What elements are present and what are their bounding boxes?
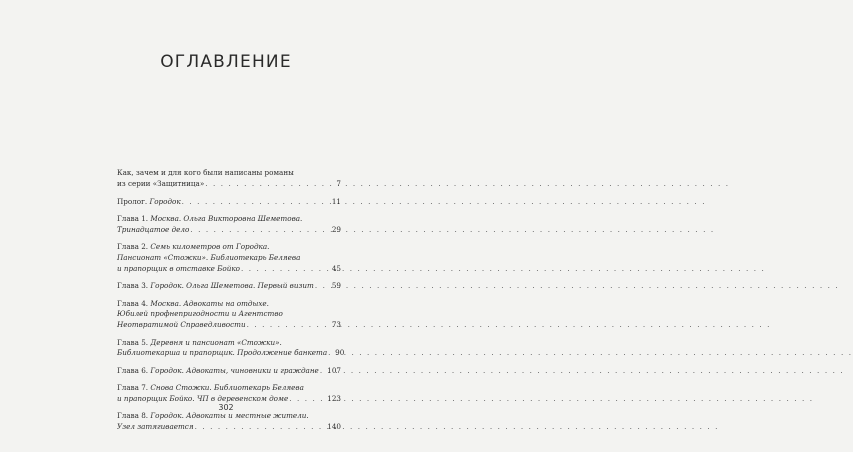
toc-entry-line bbox=[117, 348, 345, 359]
toc-page-number: 140 bbox=[327, 422, 341, 432]
dot-leader bbox=[241, 264, 329, 275]
toc-entry-line bbox=[117, 179, 341, 190]
toc-entry-text bbox=[117, 383, 304, 394]
toc-entry-text bbox=[117, 179, 204, 190]
toc-entry-text bbox=[117, 366, 319, 377]
toc-entry-title: Снова Стожки. Библиотекарь Беляева bbox=[150, 383, 304, 393]
toc-entry-text bbox=[117, 348, 327, 359]
dot-leader bbox=[195, 422, 325, 433]
page-number: 302 bbox=[218, 403, 234, 412]
toc-entry bbox=[117, 242, 341, 274]
toc-entry bbox=[117, 214, 341, 236]
toc-entry-title: Узел затягивается bbox=[117, 422, 194, 432]
toc-entry-title: Городок. Адвокаты и местные жители. bbox=[150, 411, 309, 421]
toc-entry bbox=[117, 197, 341, 208]
toc-entry-text bbox=[117, 225, 189, 236]
toc-entry-line bbox=[117, 366, 341, 377]
toc-entry bbox=[117, 411, 341, 433]
toc-entry-text bbox=[117, 338, 282, 349]
toc-entry-title: Москва. Адвокаты на отдыхе. bbox=[150, 298, 269, 308]
toc-entry-title: и прапорщик в отставке Бойко bbox=[117, 263, 240, 273]
toc-entry-line bbox=[117, 309, 341, 320]
toc-entry-text bbox=[117, 320, 246, 331]
table-of-contents bbox=[117, 168, 345, 439]
toc-entry bbox=[117, 168, 341, 190]
toc-entry-line bbox=[117, 422, 341, 433]
toc-entry bbox=[117, 299, 341, 331]
toc-entry-text bbox=[117, 299, 269, 310]
toc-entry-line bbox=[117, 168, 341, 179]
toc-entry-text bbox=[117, 253, 300, 264]
toc-entry-line bbox=[117, 383, 341, 394]
toc-entry-title: Городок. Адвокаты, чиновники и граждане bbox=[150, 365, 319, 375]
toc-page-number: 45 bbox=[331, 263, 341, 273]
toc-entry-line bbox=[117, 299, 341, 310]
toc-entry-title: и прапорщик Бойко. ЧП в деревенском доме bbox=[117, 393, 289, 403]
toc-entry-title: Городок bbox=[149, 196, 181, 206]
toc-entry-label: Как, зачем и для кого были написаны романы bbox=[117, 168, 294, 177]
toc-entry-title: Москва. Ольга Викторовна Шеметова. bbox=[150, 213, 303, 223]
toc-entry-label: из серии «Защитница» bbox=[117, 178, 205, 188]
dot-leader bbox=[328, 348, 332, 359]
dot-leader bbox=[205, 179, 333, 190]
toc-page-number: 59 bbox=[331, 281, 341, 291]
toc-entry-label: Глава 4. bbox=[117, 298, 151, 308]
toc-entry-text bbox=[117, 168, 294, 179]
toc-entry-label: Пролог. bbox=[117, 196, 150, 206]
toc-entry-line bbox=[117, 197, 341, 208]
toc-entry-text bbox=[117, 242, 269, 253]
toc-entry-title: Семь километров от Городка. bbox=[150, 242, 270, 252]
toc-entry-line bbox=[117, 214, 341, 225]
toc-entry-title: Юбилей профнепригодности и Агентство bbox=[117, 309, 283, 319]
toc-entry-title: Пансионат «Стожки». Библиотекарь Беляева bbox=[117, 252, 301, 262]
toc-entry-title: Деревня и пансионат «Стожки». bbox=[150, 337, 282, 347]
toc-page-number: 29 bbox=[331, 224, 341, 234]
toc-entry-label: Глава 6. bbox=[117, 365, 151, 375]
dot-leader bbox=[190, 225, 329, 236]
toc-entry-line bbox=[117, 338, 341, 349]
toc-entry-line bbox=[117, 281, 341, 292]
toc-entry-line bbox=[117, 242, 341, 253]
toc-entry-title: Неотвратимой Справедливости bbox=[117, 320, 246, 330]
toc-page-number: 90 bbox=[335, 348, 345, 358]
toc-entry bbox=[117, 366, 341, 377]
toc-entry-text bbox=[117, 411, 309, 422]
toc-entry-line bbox=[117, 320, 341, 331]
dot-leader bbox=[247, 320, 329, 331]
toc-entry bbox=[117, 337, 345, 360]
toc-entry-label: Глава 8. bbox=[117, 411, 151, 421]
toc-entry bbox=[117, 281, 341, 292]
toc-entry-text bbox=[117, 281, 314, 292]
toc-entry-text bbox=[117, 422, 194, 433]
toc-entry-text bbox=[117, 264, 240, 275]
toc-page-number: 73 bbox=[331, 320, 341, 330]
toc-page-number: 123 bbox=[327, 393, 341, 403]
dot-leader bbox=[320, 366, 324, 377]
toc-entry-title: Библиотекарша и прапорщик. Продолжение банкета bbox=[117, 348, 328, 358]
toc-entry-text bbox=[117, 197, 181, 208]
page-title: ОГЛАВЛЕНИЕ bbox=[160, 52, 292, 72]
toc-entry-line bbox=[117, 411, 341, 422]
toc-entry-text bbox=[117, 309, 283, 320]
toc-entry-label: Глава 7. bbox=[117, 383, 151, 393]
toc-entry-title: Тринадцатое дело bbox=[117, 224, 190, 234]
toc-entry bbox=[117, 383, 341, 405]
toc-entry-label: Глава 3. bbox=[117, 281, 151, 291]
toc-entry-title: Городок. Ольга Шеметова. Первый визит bbox=[150, 281, 314, 291]
toc-page-number: 11 bbox=[331, 196, 341, 206]
toc-entry-label: Глава 5. bbox=[117, 337, 151, 347]
toc-page-number: 107 bbox=[327, 365, 341, 375]
toc-page-number: 7 bbox=[336, 178, 341, 188]
dot-leader bbox=[182, 197, 329, 208]
toc-entry-label: Глава 1. bbox=[117, 213, 151, 223]
toc-entry-line bbox=[117, 253, 341, 264]
dot-leader bbox=[315, 281, 329, 292]
toc-entry-text bbox=[117, 214, 302, 225]
toc-entry-label: Глава 2. bbox=[117, 242, 151, 252]
toc-entry-line bbox=[117, 264, 341, 275]
toc-entry-line bbox=[117, 225, 341, 236]
